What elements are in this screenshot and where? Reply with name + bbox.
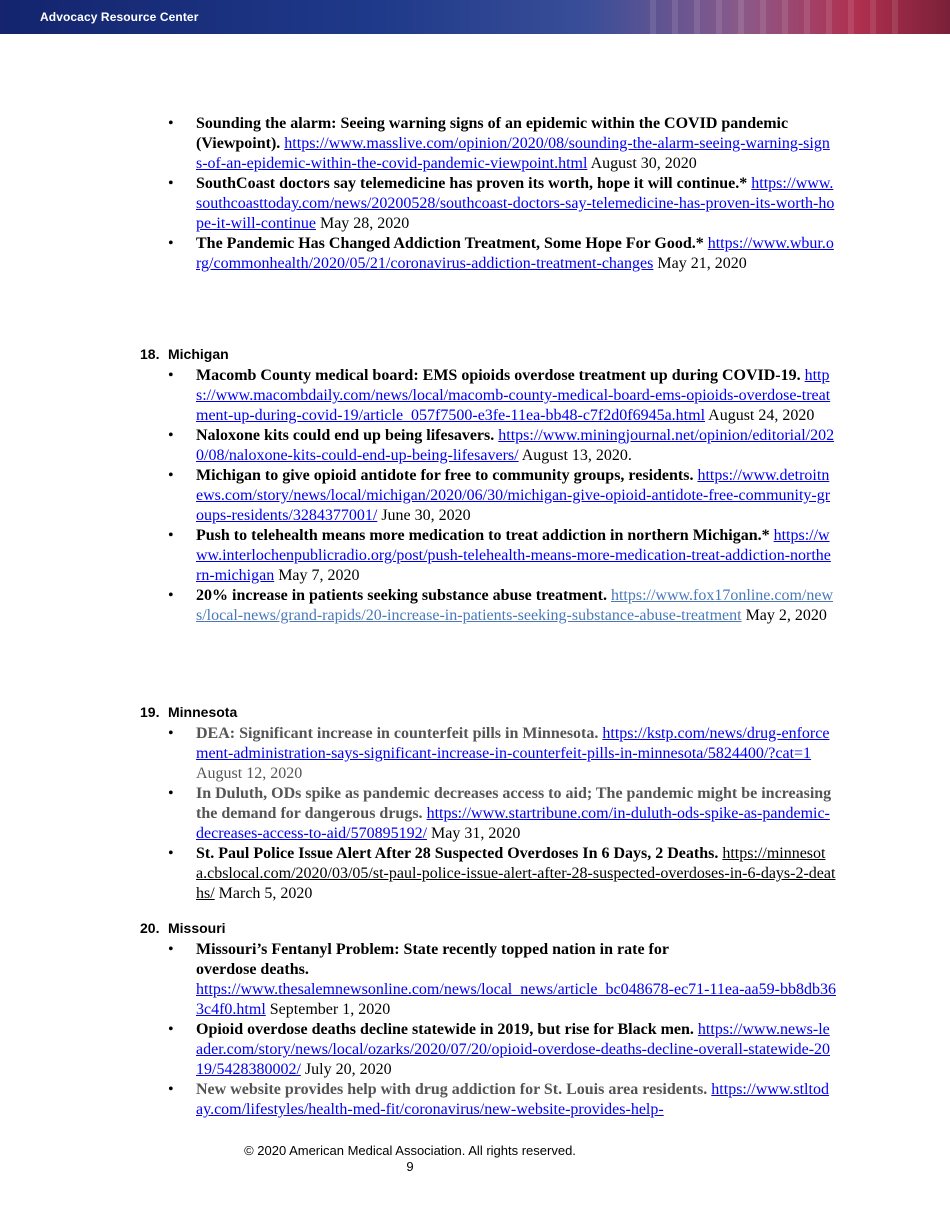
section-heading-minnesota (140, 704, 237, 720)
list-item (168, 174, 836, 234)
missouri-list (168, 940, 836, 1120)
article-link[interactable]: https://www.macombdaily.com/news/local/macomb-county-medical-board-ems-opioids-overdose-treatment-up-during-covid-19/article_057f7500-e3fe-11ea-bb48-c7f2d0f6945a.html (196, 367, 831, 424)
list-item (168, 844, 836, 904)
article-title: 20% increase in patients seeking substance abuse treatment. (196, 587, 607, 604)
article-date: May 2, 2020 (745, 607, 827, 624)
section-name: Missouri (168, 920, 226, 936)
section-heading-missouri (140, 920, 226, 936)
article-link[interactable]: https://www.fox17online.com/news/local-news/grand-rapids/20-increase-in-patients-seeking-substance-abuse-treatment (196, 587, 834, 624)
bullet: • (168, 1021, 174, 1038)
article-date: May 21, 2020 (657, 255, 747, 272)
article-link[interactable]: https://www.stltoday.com/lifestyles/health-med-fit/coronavirus/new-website-provides-help- (196, 1081, 829, 1118)
bullet: • (168, 427, 174, 444)
section-name: Minnesota (168, 704, 238, 720)
article-date: May 31, 2020 (431, 825, 521, 842)
article-title: The Pandemic Has Changed Addiction Treatment, Some Hope For Good.* (196, 235, 704, 252)
bullet: • (168, 175, 174, 192)
page-number: 9 (406, 1159, 414, 1174)
list-item (168, 1020, 836, 1080)
bullet: • (168, 467, 174, 484)
article-title: Michigan to give opioid antidote for free to community groups, residents. (196, 467, 694, 484)
list-item (168, 1080, 836, 1120)
article-link[interactable]: https://www.news-leader.com/story/news/local/ozarks/2020/07/20/opioid-overdose-deaths-decline-overall-statewide-2019/5428380002/ (196, 1021, 831, 1078)
bullet: • (168, 785, 174, 802)
article-date: May 28, 2020 (319, 215, 410, 232)
article-date: September 1, 2020 (269, 1001, 391, 1018)
article-link[interactable]: https://www.thesalemnewsonline.com/news/local_news/article_bc048678-ec71-11ea-aa59-bb8db363c4f0.html (196, 981, 836, 1018)
article-title: SouthCoast doctors say telemedicine has proven its worth, hope it will continue.* (196, 175, 748, 192)
article-title: New website provides help with drug addiction for St. Louis area residents. (196, 1081, 708, 1098)
article-date: August 12, 2020 (196, 765, 303, 782)
article-date: August 13, 2020. (521, 447, 632, 464)
section-heading-michigan (140, 346, 229, 362)
michigan-list (168, 366, 836, 626)
bullet: • (168, 367, 174, 384)
list-item (168, 724, 836, 784)
section-name: Michigan (168, 346, 229, 362)
article-link[interactable]: https://www.detroitnews.com/story/news/local/michigan/2020/06/30/michigan-give-opioid-antidote-free-community-groups-residents/3284377001/ (196, 467, 831, 524)
list-item (168, 114, 836, 174)
article-title: Opioid overdose deaths decline statewide in 2019, but rise for Black men. (196, 1021, 694, 1038)
article-link[interactable]: https://www.startribune.com/in-duluth-ods-spike-as-pandemic-decreases-access-to-aid/570895192/ (196, 805, 830, 842)
intro-list (168, 114, 836, 274)
bullet: • (168, 587, 174, 604)
list-item (168, 426, 836, 466)
article-title: Missouri’s Fentanyl Problem: State recently topped nation in rate for overdose deaths. (196, 941, 669, 978)
article-title: In Duluth, ODs spike as pandemic decreases access to aid; The pandemic might be increasing the demand for dangerous drugs. (196, 785, 832, 822)
bullet: • (168, 725, 174, 742)
article-date: May 7, 2020 (278, 567, 360, 584)
article-title: Macomb County medical board: EMS opioids overdose treatment up during COVID-19. (196, 367, 801, 384)
list-item (168, 784, 836, 844)
section-number: 18. (140, 346, 160, 362)
bullet: • (168, 527, 174, 544)
banner-decoration (650, 0, 910, 34)
article-date: July 20, 2020 (304, 1061, 392, 1078)
list-item (168, 940, 836, 1020)
article-title: St. Paul Police Issue Alert After 28 Suspected Overdoses In 6 Days, 2 Deaths. (196, 845, 719, 862)
article-link[interactable]: https://www.southcoasttoday.com/news/20200528/southcoast-doctors-say-telemedicine-has-proven-its-worth-hope-it-will-continue (196, 175, 835, 232)
article-title: DEA: Significant increase in counterfeit pills in Minnesota. (196, 725, 599, 742)
article-link[interactable]: https://www.masslive.com/opinion/2020/08/sounding-the-alarm-seeing-warning-signs-of-an-epidemic-within-the-covid-pandemic-viewpoint.html (196, 135, 830, 172)
article-link[interactable]: https://minnesota.cbslocal.com/2020/03/05/st-paul-police-issue-alert-after-28-suspected-overdoses-in-6-days-2-deaths/ (196, 845, 836, 902)
article-date: June 30, 2020 (381, 507, 471, 524)
list-item (168, 366, 836, 426)
header-title: Advocacy Resource Center (40, 10, 199, 24)
article-link[interactable]: https://www.wbur.org/commonhealth/2020/05/21/coronavirus-addiction-treatment-changes (196, 235, 834, 272)
header-banner (0, 0, 950, 34)
list-item (168, 466, 836, 526)
article-title: Sounding the alarm: Seeing warning signs of an epidemic within the COVID pandemic (Viewpoint). (196, 115, 789, 152)
article-link[interactable]: https://www.interlochenpublicradio.org/post/push-telehealth-means-more-medication-treat-addiction-northern-michigan (196, 527, 831, 584)
bullet: • (168, 115, 174, 132)
article-date: August 30, 2020 (590, 155, 697, 172)
list-item (168, 526, 836, 586)
list-item (168, 586, 836, 626)
article-link[interactable]: https://www.miningjournal.net/opinion/editorial/2020/08/naloxone-kits-could-end-up-being-lifesavers/ (196, 427, 835, 464)
list-item (168, 234, 836, 274)
bullet: • (168, 235, 174, 252)
minnesota-list (168, 724, 836, 904)
article-title: Push to telehealth means more medication to treat addiction in northern Michigan.* (196, 527, 770, 544)
bullet: • (168, 845, 174, 862)
article-date: March 5, 2020 (218, 885, 313, 902)
article-title: Naloxone kits could end up being lifesavers. (196, 427, 495, 444)
article-date: August 24, 2020 (708, 407, 815, 424)
bullet: • (168, 941, 174, 958)
footer-copyright: © 2020 American Medical Association. All rights reserved. (244, 1143, 576, 1158)
bullet: • (168, 1081, 174, 1098)
section-number: 19. (140, 704, 160, 720)
article-link[interactable]: https://kstp.com/news/drug-enforcement-administration-says-significant-increase-in-counterfeit-pills-in-minnesota/5824400/?cat=1 (196, 725, 830, 762)
section-number: 20. (140, 920, 160, 936)
